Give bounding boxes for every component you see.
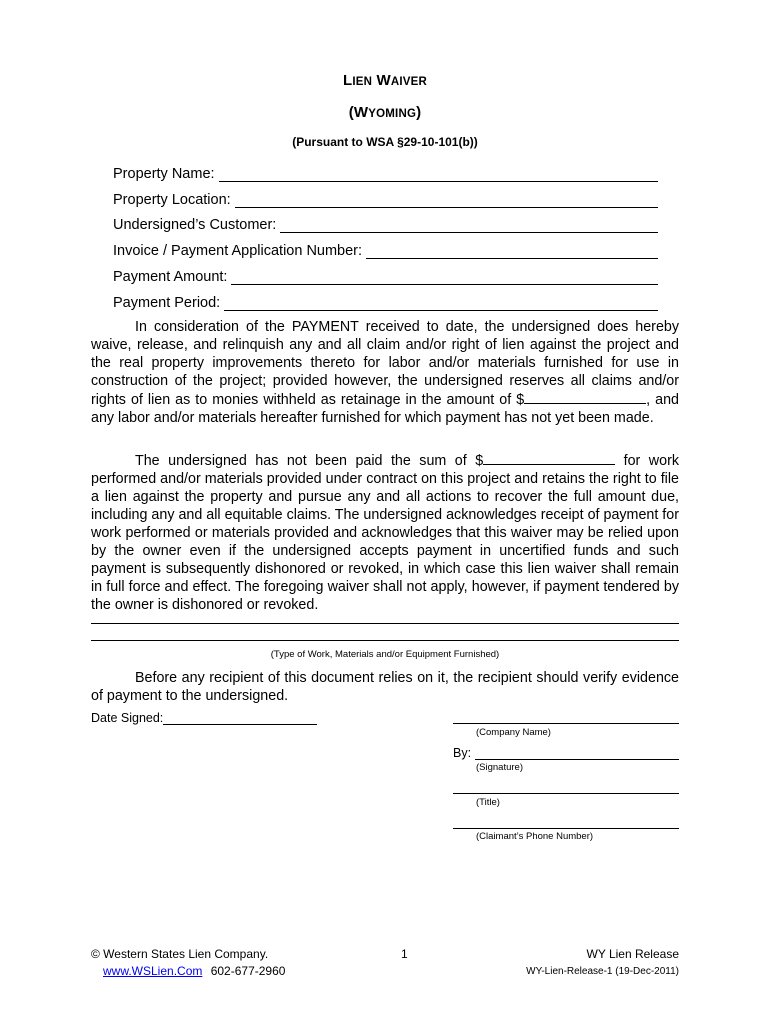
unpaid-text-end: for work performed and/or materials provided under contract on this project and retains the right to file a lien against the property and pursue any and all actions to recover the full amount due, including any and all equitable claims. The undersigned acknowledges receipt of payment for work performed or materials provided and acknowledges that this waiver may be relied upon by the owner even if the undersigned accepts payment in uncertified funds and such payment is subsequently dishonored or revoked, in which case this lien waiver shall remain in full force and effect. The foregoing waiver shall not apply, however, if payment tendered by the owner is dishonored or revoked. — [91, 453, 679, 613]
state-close-paren: ) — [416, 104, 422, 121]
company-name-line[interactable] — [453, 723, 679, 724]
field-label: Payment Period: — [113, 295, 221, 311]
waiver-paragraph — [91, 318, 679, 427]
field-label: Undersigned’s Customer: — [113, 217, 277, 233]
retainage-amount-blank[interactable] — [524, 390, 646, 404]
invoice-number-field[interactable] — [113, 239, 658, 259]
signature-caption: (Signature) — [476, 762, 523, 773]
company-name-caption: (Company Name) — [476, 727, 551, 738]
footer-copyright: © Western States Lien Company. — [91, 947, 269, 961]
property-location-field[interactable] — [113, 188, 658, 208]
date-signed-label: Date Signed: — [91, 711, 164, 725]
title-rest-aiver: AIVER — [390, 76, 428, 88]
payment-period-field[interactable] — [113, 291, 658, 311]
title-initial-w: W — [376, 72, 391, 89]
unpaid-sum-blank[interactable] — [483, 451, 615, 465]
work-description-line-1[interactable] — [91, 623, 679, 624]
date-signed-line[interactable] — [163, 711, 317, 725]
fill-line[interactable] — [224, 295, 658, 311]
verification-notice — [91, 669, 679, 705]
state-heading — [0, 104, 770, 121]
unpaid-sum-paragraph — [91, 451, 679, 614]
footer-form-name: WY Lien Release — [586, 947, 679, 961]
document-title — [0, 72, 770, 89]
phone-caption: (Claimant’s Phone Number) — [476, 831, 594, 842]
statute-reference: (Pursuant to WSA §29-10-101(b)) — [292, 135, 478, 149]
website-link[interactable]: www.WSLien.Com — [103, 964, 203, 978]
title-caption: (Title) — [476, 797, 500, 808]
field-label: Property Name: — [113, 166, 215, 182]
notice-text: Before any recipient of this document relies on it, the recipient should verify evidence of payment to the undersigned. — [91, 670, 679, 704]
fill-line[interactable] — [280, 217, 658, 233]
field-label: Payment Amount: — [113, 269, 228, 285]
waiver-text-start: In consideration of the PAYMENT received to date, the undersigned does hereby waive, release, and relinquish any and all claim and/or right of lien against the project and the real property improvements thereto for labor and/or materials furnished for use in construction of the project; provided however, the undersigned reserves all claims and/or rights of lien as to monies withheld as retainage in the amount of $ — [91, 319, 679, 408]
unpaid-text-start: The undersigned has not been paid the sum of $ — [135, 453, 484, 469]
footer-form-id: WY-Lien-Release-1 (19-Dec-2011) — [526, 966, 679, 977]
fill-line[interactable] — [366, 243, 658, 259]
undersigned-customer-field[interactable] — [113, 213, 658, 233]
payment-amount-field[interactable] — [113, 265, 658, 285]
date-signed-field[interactable] — [91, 711, 317, 725]
phone-line[interactable] — [453, 828, 679, 829]
title-line[interactable] — [453, 793, 679, 794]
fill-line[interactable] — [231, 269, 658, 285]
page-number: 1 — [401, 947, 408, 961]
fill-line[interactable] — [235, 192, 658, 208]
state-initial: W — [353, 104, 369, 121]
fill-line[interactable] — [219, 166, 658, 182]
signature-line[interactable] — [475, 759, 679, 760]
footer-phone: 602-677-2960 — [210, 964, 286, 978]
field-label: Property Location: — [113, 192, 231, 208]
state-open-paren: ( — [348, 104, 354, 121]
title-rest-ien: IEN — [352, 76, 373, 88]
waiver-text-end: , and any labor and/or materials hereafter furnished for which payment has not yet been made. — [91, 392, 679, 426]
work-description-line-2[interactable] — [91, 640, 679, 641]
work-caption: (Type of Work, Materials and/or Equipment Furnished) — [270, 649, 500, 660]
state-rest: YOMING — [368, 108, 417, 120]
title-initial-l: L — [342, 72, 353, 89]
field-label: Invoice / Payment Application Number: — [113, 243, 363, 259]
footer-contact — [103, 964, 285, 978]
by-label: By: — [453, 746, 472, 760]
property-name-field[interactable] — [113, 162, 658, 182]
